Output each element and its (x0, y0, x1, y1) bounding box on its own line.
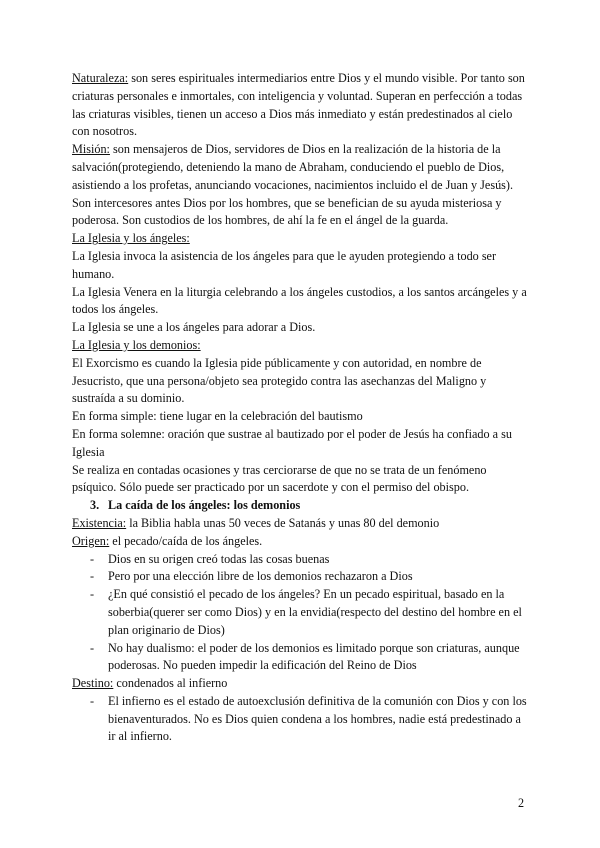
label-destino: Destino: (72, 676, 114, 691)
section-heading (72, 497, 530, 515)
label-naturaleza: Naturaleza: (72, 71, 129, 85)
page-number: 2 (518, 796, 525, 810)
text-existencia: la Biblia habla unas 50 veces de Satanás y unas 80 del demonio (126, 515, 440, 530)
text-origen: el pecado/caída de los ángeles. (109, 533, 263, 548)
text-destino: condenados al infierno (113, 676, 228, 691)
destino-list (72, 693, 530, 746)
origen-list (72, 551, 530, 676)
subtitle-iglesia-demonios: La Iglesia y los demonios: (72, 337, 201, 352)
list-item: - El infierno es el estado de autoexclusión definitiva de la comunión con Dios y con los bienaventurados. No es Dios quien condena a los hombres, nadie está predestinado a ir al infierno. (108, 693, 530, 746)
list-item: - Dios en su origen creó todas las cosas buenas (108, 551, 530, 569)
list-item: - No hay dualismo: el poder de los demonios es limitado porque son criaturas, aunque poderosas. No pueden impedir la edificación del Reino de Dios (108, 640, 530, 676)
label-mision: Misión: (72, 142, 110, 157)
paragraph-mision (72, 141, 530, 230)
list-item: - ¿En qué consistió el pecado de los ángeles? En un pecado espiritual, basado en la soberbia(querer ser como Dios) y en la envidia(respecto del destino del hombre en el plan originario de Dios) (108, 586, 530, 639)
section-title: La caída de los ángeles: los demonios (108, 498, 301, 513)
section-number: 3. (90, 498, 100, 513)
paragraph-origen (72, 533, 530, 551)
text-naturaleza: son seres espirituales intermediarios entre Dios y el mundo visible. Por tanto son criaturas personales e inmortales, con inteligencia y voluntad. Superan en perfección a todas las criaturas visibles, tienen un acceso a Dios más inmediato y están predestinados al cielo con nosotros. (72, 71, 525, 139)
label-origen: Origen: (72, 533, 110, 548)
paragraph: La Iglesia se une a los ángeles para adorar a Dios. (72, 320, 316, 335)
paragraph-existencia (72, 515, 530, 533)
paragraph: En forma simple: tiene lugar en la celebración del bautismo (72, 409, 363, 424)
paragraph: La Iglesia Venera en la liturgia celebrando a los ángeles custodios, a los santos arcángeles y a todos los ángeles. (72, 284, 527, 317)
paragraph: Se realiza en contadas ocasiones y tras cerciorarse de que no se trata de un fenómeno psíquico. Sólo puede ser practicado por un sacerdote y con el permiso del obispo. (72, 462, 487, 495)
paragraph-naturaleza (72, 70, 530, 141)
paragraph: En forma solemne: oración que sustrae al bautizado por el poder de Jesús ha confiado a su Iglesia (72, 426, 512, 459)
paragraph: El Exorcismo es cuando la Iglesia pide públicamente y con autoridad, en nombre de Jesucristo, que una persona/objeto sea protegido contra las asechanzas del Maligno y sustraída a su dominio. (72, 355, 487, 406)
paragraph: La Iglesia invoca la asistencia de los ángeles para que le ayuden protegiendo a todo ser humano. (72, 248, 497, 281)
document-body (72, 70, 530, 746)
subtitle-iglesia-angeles: La Iglesia y los ángeles: (72, 231, 190, 246)
text-mision: son mensajeros de Dios, servidores de Dios en la realización de la historia de la salvación(protegiendo, deteniendo la mano de Abraham, conduciendo el pueblo de Dios, asistiendo a los profetas, anunciando vocaciones, nacimientos incluido el de Juan y Jesús). Son intercesores antes Dios por los hombres, que se benefician de su ayuda misteriosa y poderosa. Son custodios de los hombres, de ahí la fe en el ángel de la guarda. (72, 142, 514, 228)
paragraph-destino (72, 675, 530, 693)
list-item: - Pero por una elección libre de los demonios rechazaron a Dios (108, 568, 530, 586)
label-existencia: Existencia: (72, 515, 127, 530)
